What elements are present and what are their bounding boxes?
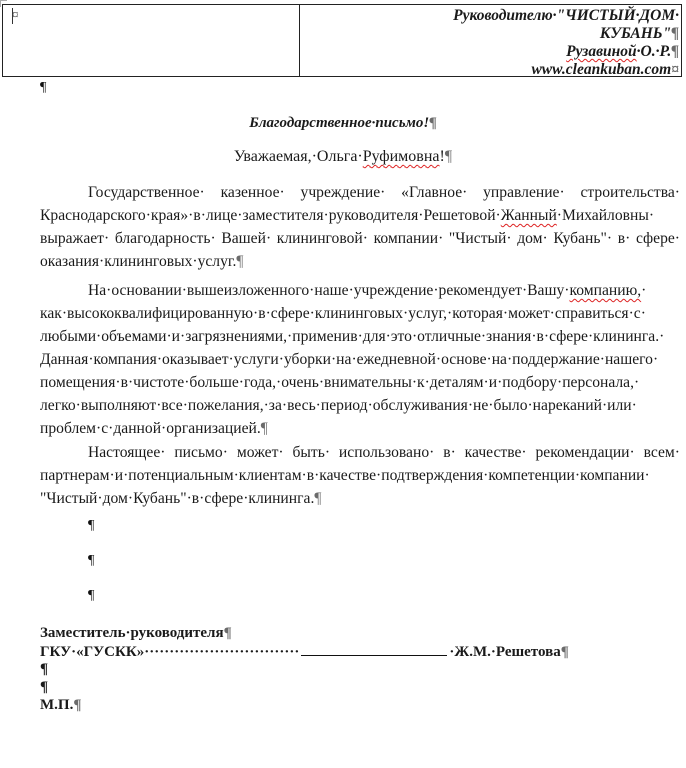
empty-paragraph-mark: ¶ bbox=[40, 80, 47, 95]
recipient-company: КУБАНЬ"¶ bbox=[599, 25, 679, 42]
body-paragraph-3: Настоящее· письмо· может· быть· использовано· в· качестве· рекомендации· всем· партнерам·и·потенциальным·клиентам·в·качестве·подтверждения·компетенции·компании· "Чистый·дом·Кубань"·в·сфере·клининга.¶ bbox=[40, 444, 680, 507]
recipient-website: www.cleankuban.com¤ bbox=[531, 61, 679, 78]
body-paragraph-2: На·основании·вышеизложенного·наше·учреждение·рекомендует·Вашу·компанию,· как·высококвалифицированную·в·сфере·клининговых·услуг,·которая·может·справиться·с· любыми·объемами·и·загрязнениями,·применив·для·это·отличные·знания·в·сфере·клининга.· Данная·компания·оказывает·услуги·уборки·на·ежедневной·основе·на·поддержание·нашего· помещения·в·чистоте·больше·года,·очень·внимательны·к·деталям·и·подбору·персонала,· легко·выполняют·все·пожелания,·за·весь·период·обслуживания·не·было·нареканий·или· проблем·с·данной·организацией.¶ bbox=[40, 282, 665, 437]
empty-paragraph-mark: ¶ bbox=[88, 553, 95, 568]
spellcheck-flagged-word[interactable]: Рузавиной bbox=[566, 43, 637, 60]
recipient-title: Руководителю·"ЧИСТЫЙ·ДОМ· bbox=[453, 7, 679, 24]
empty-paragraph-mark: ¶ bbox=[88, 518, 95, 533]
spellcheck-flagged-word[interactable]: Руфимовна bbox=[362, 148, 440, 165]
stamp-label: М.П.¶ bbox=[40, 697, 82, 713]
header-table bbox=[2, 4, 682, 77]
spellcheck-flagged-word[interactable]: Жанный bbox=[500, 207, 557, 224]
spellcheck-flagged-word[interactable]: компанию, bbox=[569, 282, 642, 299]
empty-paragraph-mark: ¶ bbox=[40, 679, 49, 695]
signature-blank-line bbox=[301, 642, 447, 656]
end-of-cell-mark: ¤ bbox=[12, 7, 19, 22]
signature-organization-line: ГКУ·«ГУСКК»······························· ·Ж.М.·Решетова¶ bbox=[40, 644, 569, 660]
signature-position: Заместитель·руководителя¶ bbox=[40, 625, 232, 641]
letter-greeting: Уважаемая,·Ольга·Руфимовна!¶ bbox=[233, 148, 453, 165]
empty-paragraph-mark: ¶ bbox=[88, 588, 95, 603]
body-paragraph-1: Государственное· казенное· учреждение· «Главное· управление· строительства· Краснодарского·края»·в·лице·заместителя·руководителя·Решетовой·Жанный·Михайловны· выражает· благодарность· Вашей· клининговой· компании· "Чистый· дом· Кубань"· в· сфере· оказания·клининговых·услуг.¶ bbox=[40, 184, 680, 270]
recipient-name: Рузавиной·О.·Р.¶ bbox=[566, 43, 679, 60]
empty-paragraph-mark: ¶ bbox=[40, 661, 49, 677]
signer-name: ·Ж.М.·Решетова bbox=[449, 644, 561, 660]
header-left-cell[interactable] bbox=[3, 5, 300, 76]
letter-title: Благодарственное·письмо!¶ bbox=[249, 115, 437, 131]
header-recipient-cell[interactable] bbox=[300, 5, 681, 76]
tab-leader-dots: ······························· bbox=[144, 644, 300, 660]
